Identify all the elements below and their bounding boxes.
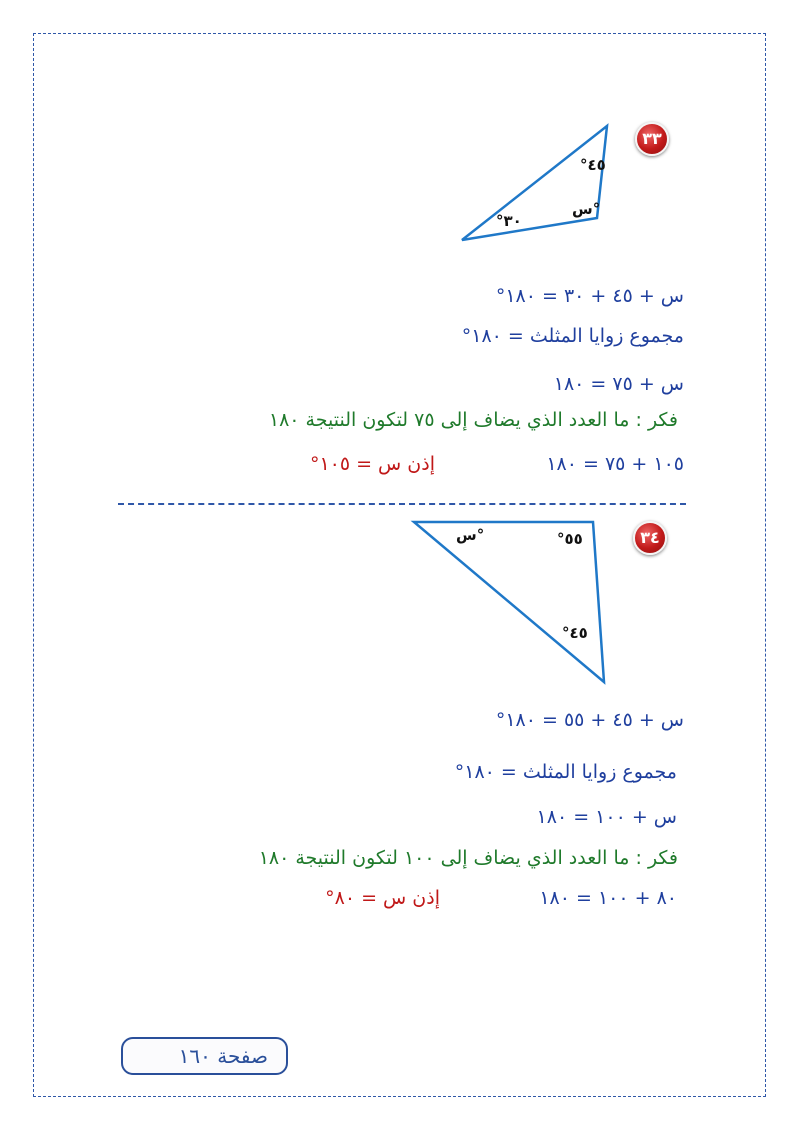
angle-34-x: °س (456, 526, 485, 544)
p33-think: فكر : ما العدد الذي يضاف إلى ٧٥ لتكون النتيجة ١٨٠ (268, 409, 678, 431)
angle-34-topright: ٥٥° (557, 530, 583, 548)
triangle-33 (462, 126, 607, 240)
page-number-box (121, 1037, 288, 1075)
p34-check: ٨٠ + ١٠٠ = ١٨٠ (539, 887, 677, 909)
p34-think: فكر : ما العدد الذي يضاف إلى ١٠٠ لتكون النتيجة ١٨٠ (258, 847, 678, 869)
p34-equation: س + ٤٥ + ٥٥ = ١٨٠° (495, 709, 684, 731)
page-number: صفحة ١٦٠ (178, 1044, 268, 1068)
problem-34-badge: ٣٤ (633, 521, 667, 555)
p33-equation: س + ٤٥ + ٣٠ = ١٨٠° (495, 285, 684, 307)
problem-33-badge: ٣٣ (635, 122, 669, 156)
angle-33-top: ٤٥° (580, 156, 606, 174)
angle-34-bottom: ٤٥° (562, 624, 588, 642)
p33-check: ١٠٥ + ٧٥ = ١٨٠ (546, 453, 684, 475)
p34-simplified: س + ١٠٠ = ١٨٠ (536, 806, 677, 828)
p34-answer: إذن س = ٨٠° (325, 887, 440, 909)
angle-33-x: °س (572, 200, 601, 218)
p33-answer: إذن س = ١٠٥° (309, 453, 435, 475)
section-divider (118, 503, 686, 505)
p33-angle-sum: مجموع زوايا المثلث = ١٨٠° (461, 325, 684, 347)
angle-33-left: ٣٠° (496, 212, 522, 230)
p33-simplified: س + ٧٥ = ١٨٠ (553, 373, 684, 395)
p34-angle-sum: مجموع زوايا المثلث = ١٨٠° (454, 761, 677, 783)
